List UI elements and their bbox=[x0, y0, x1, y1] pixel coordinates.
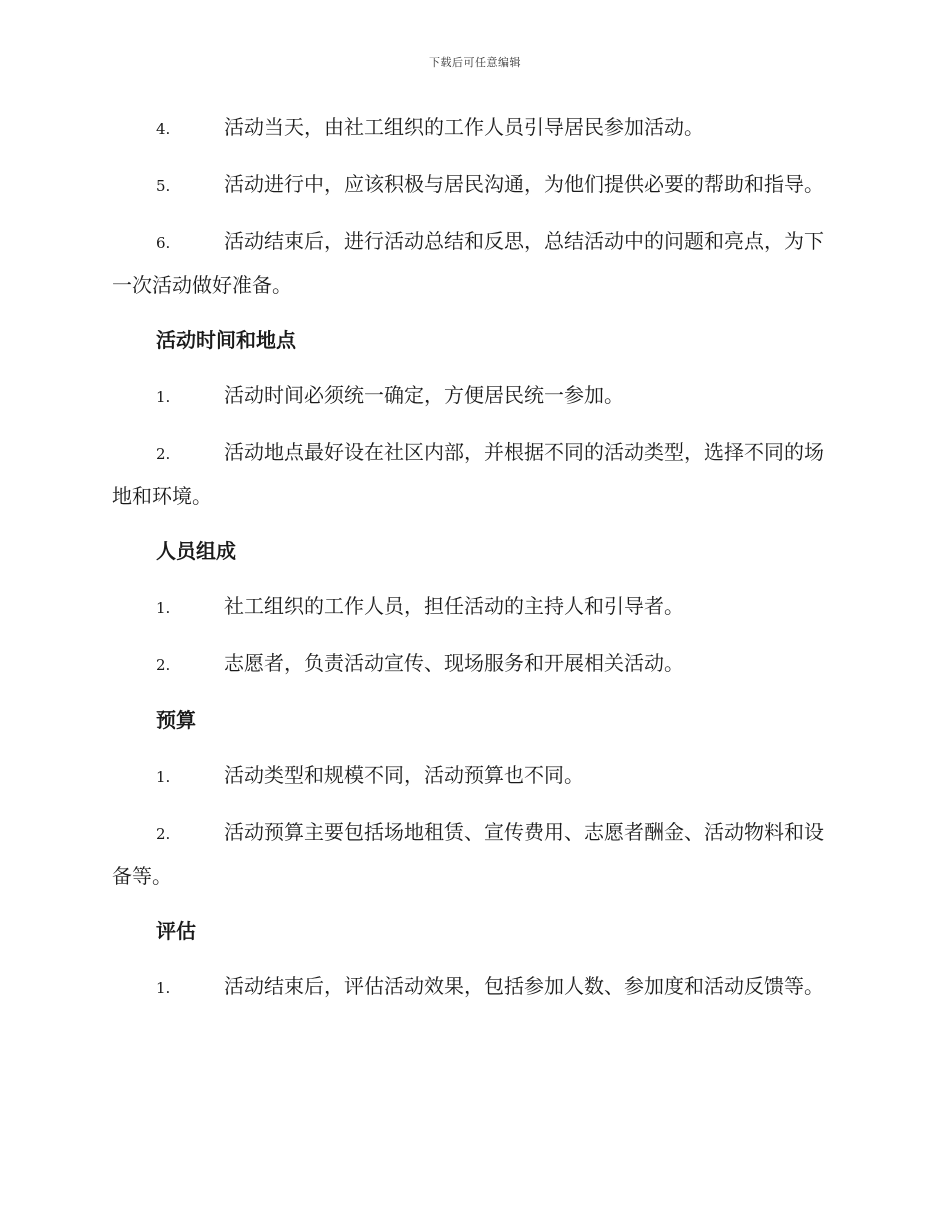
list-item bbox=[112, 811, 834, 897]
list-item bbox=[112, 754, 834, 798]
list-item-text: 活动结束后，评估活动效果，包括参加人数、参加度和活动反馈等。 bbox=[224, 974, 824, 998]
section-heading-evaluation: 评估 bbox=[156, 919, 196, 943]
list-item-number: 5. bbox=[156, 177, 171, 195]
list-item-number: 1. bbox=[156, 388, 171, 406]
list-item-number: 2. bbox=[156, 656, 171, 674]
list-item-text: 活动类型和规模不同，活动预算也不同。 bbox=[224, 763, 584, 787]
section-heading-budget: 预算 bbox=[156, 708, 196, 732]
list-item-text: 社工组织的工作人员，担任活动的主持人和引导者。 bbox=[224, 594, 684, 618]
list-item-text: 志愿者，负责活动宣传、现场服务和开展相关活动。 bbox=[224, 651, 684, 675]
list-item-text: 活动地点最好设在社区内部，并根据不同的活动类型，选择不同的场地和环境。 bbox=[112, 440, 824, 508]
list-item-text: 活动时间必须统一确定，方便居民统一参加。 bbox=[224, 383, 624, 407]
list-item bbox=[112, 965, 834, 1009]
list-item-number: 1. bbox=[156, 979, 171, 997]
list-item bbox=[112, 431, 834, 517]
page-header: 下载后可任意编辑 bbox=[429, 56, 521, 69]
section-heading-time-location: 活动时间和地点 bbox=[156, 328, 296, 352]
document-body bbox=[112, 106, 834, 1022]
list-item bbox=[112, 585, 834, 629]
list-item-number: 2. bbox=[156, 445, 171, 463]
list-item-text: 活动结束后，进行活动总结和反思，总结活动中的问题和亮点，为下一次活动做好准备。 bbox=[112, 229, 824, 297]
list-item-number: 4. bbox=[156, 120, 171, 138]
list-item-text: 活动当天，由社工组织的工作人员引导居民参加活动。 bbox=[224, 115, 704, 139]
list-item-number: 1. bbox=[156, 768, 171, 786]
list-item bbox=[112, 374, 834, 418]
section-heading-staff: 人员组成 bbox=[156, 539, 236, 563]
list-item-text: 活动进行中，应该积极与居民沟通，为他们提供必要的帮助和指导。 bbox=[224, 172, 824, 196]
list-item bbox=[112, 220, 834, 306]
list-item-number: 1. bbox=[156, 599, 171, 617]
list-item bbox=[112, 163, 834, 207]
list-item bbox=[112, 106, 834, 150]
list-item-text: 活动预算主要包括场地租赁、宣传费用、志愿者酬金、活动物料和设备等。 bbox=[112, 820, 824, 888]
list-item-number: 2. bbox=[156, 825, 171, 843]
list-item-number: 6. bbox=[156, 234, 171, 252]
list-item bbox=[112, 642, 834, 686]
